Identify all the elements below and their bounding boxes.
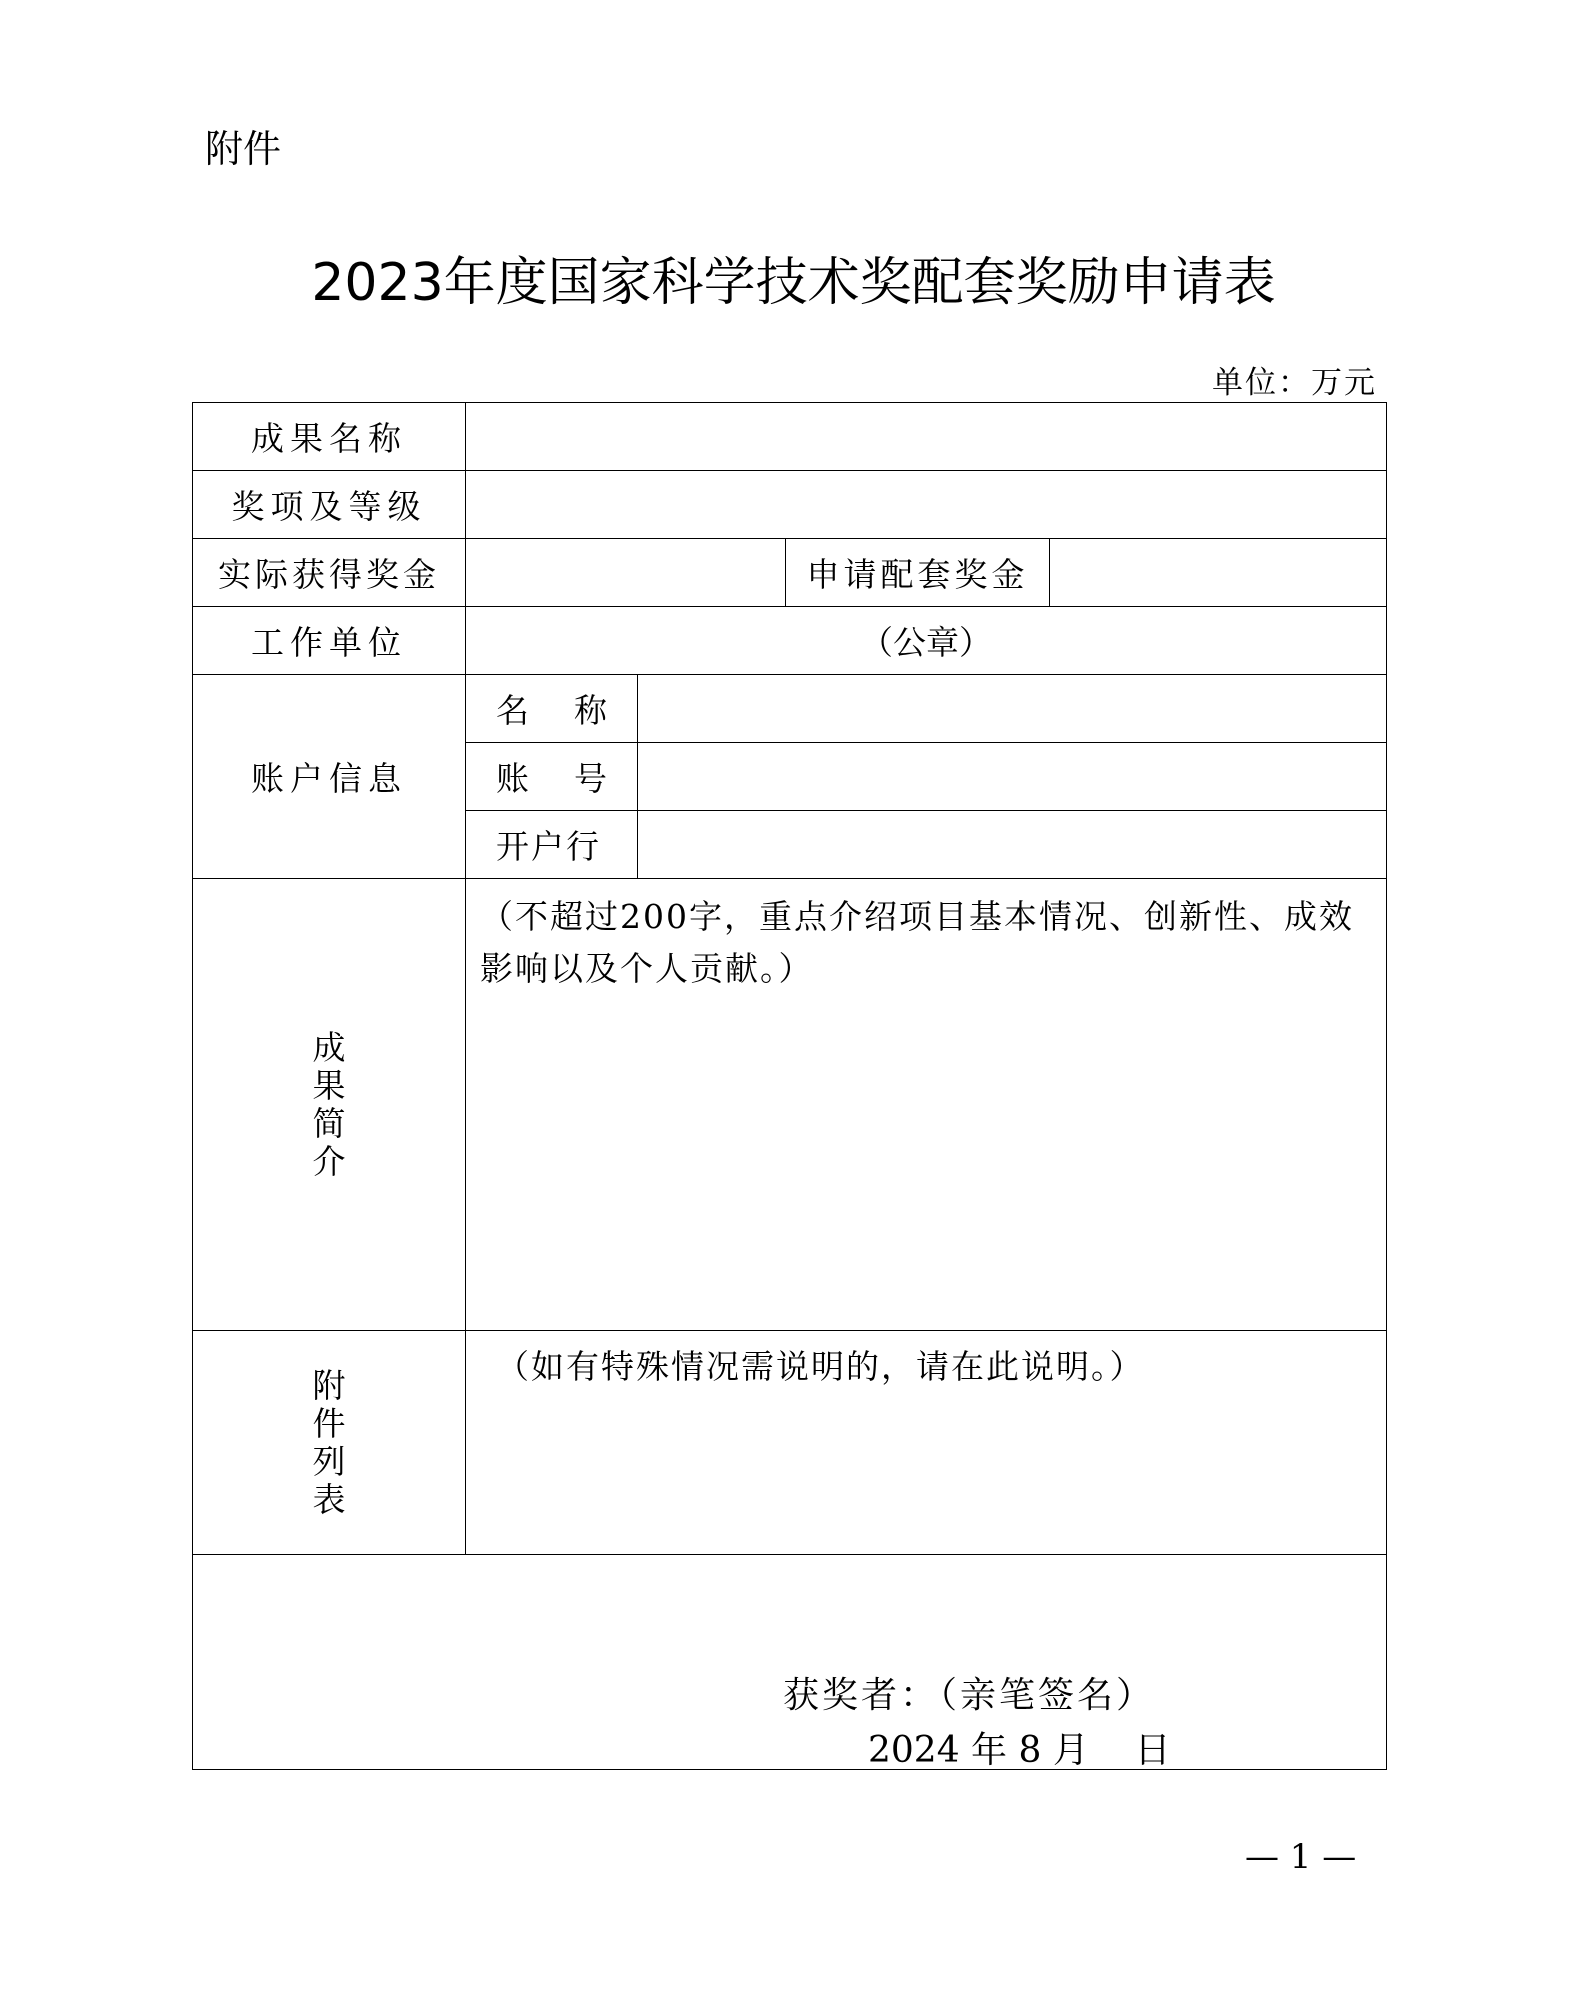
summary-hint: （不超过200字，重点介绍项目基本情况、创新性、成效影响以及个人贡献。） (480, 897, 1354, 988)
application-form-table (192, 402, 1387, 1770)
account-number-field[interactable] (638, 743, 1387, 811)
actual-bonus-field[interactable] (466, 539, 786, 607)
page-number: — 1 — (1245, 1837, 1357, 1877)
account-info-label: 账户信息 (193, 675, 466, 879)
page-title: 2023年度国家科学技术奖配套奖励申请表 (311, 253, 1276, 313)
work-unit-label: 工作单位 (193, 607, 466, 675)
account-number-label: 账 号 (466, 743, 638, 811)
unit-label: 单位：万元 (1212, 365, 1377, 401)
summary-field[interactable] (466, 879, 1387, 1331)
attachment-label: 附件 (205, 127, 282, 171)
applied-bonus-field[interactable] (1050, 539, 1387, 607)
date-line: 2024 年 8 月 日 (868, 1730, 1171, 1771)
bank-field[interactable] (638, 811, 1387, 879)
actual-bonus-label: 实际获得奖金 (193, 539, 466, 607)
summary-label-cell (193, 879, 466, 1331)
award-level-field[interactable] (466, 471, 1387, 539)
seal-hint: （公章） (466, 607, 1387, 675)
applied-bonus-label: 申请配套奖金 (786, 539, 1050, 607)
signature-line: 获奖者：（亲笔签名） (783, 1675, 1156, 1716)
summary-label: 成果简介 (312, 1027, 346, 1181)
account-name-field[interactable] (638, 675, 1387, 743)
bank-label: 开户行 (466, 811, 638, 879)
attachments-label: 附件列表 (312, 1365, 346, 1519)
attachments-hint: （如有特殊情况需说明的，请在此说明。） (496, 1347, 1145, 1386)
signature-cell[interactable] (193, 1555, 1387, 1770)
achievement-name-label: 成果名称 (193, 403, 466, 471)
attachments-label-cell (193, 1331, 466, 1555)
account-name-label: 名 称 (466, 675, 638, 743)
attachments-field[interactable] (466, 1331, 1387, 1555)
achievement-name-field[interactable] (466, 403, 1387, 471)
award-level-label: 奖项及等级 (193, 471, 466, 539)
